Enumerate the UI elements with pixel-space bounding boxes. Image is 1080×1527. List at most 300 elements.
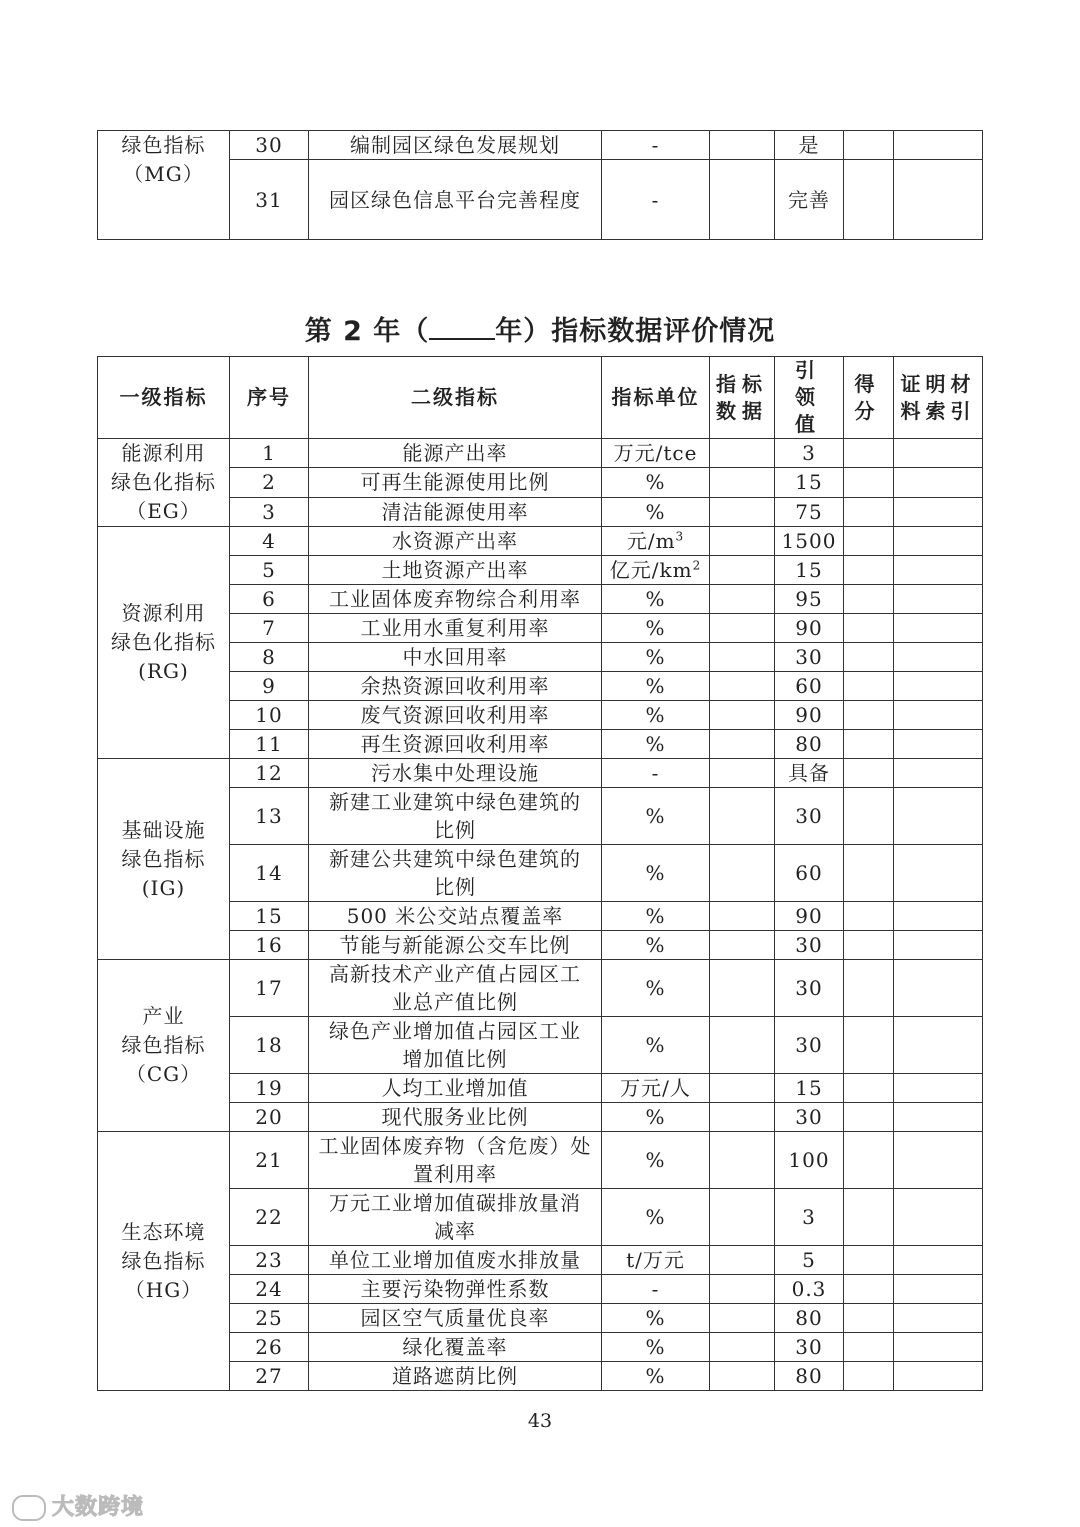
indicator-line: 高新技术产业产值占园区工 xyxy=(329,962,581,986)
row-no: 17 xyxy=(230,960,309,1017)
row-unit xyxy=(602,614,710,643)
table-row xyxy=(98,1103,983,1132)
row-unit xyxy=(602,1103,710,1132)
group-cell xyxy=(98,527,230,759)
row-target: 75 xyxy=(775,497,844,526)
row-evidence[interactable] xyxy=(894,1275,983,1304)
row-score[interactable] xyxy=(844,643,894,672)
row-unit: - xyxy=(602,160,710,240)
row-no: 5 xyxy=(230,556,309,585)
row-indicator: 工业固体废弃物综合利用率 xyxy=(309,585,602,614)
unit-text: % xyxy=(645,1306,666,1330)
unit-text: % xyxy=(645,933,666,957)
unit-text: % xyxy=(645,499,666,524)
row-data[interactable] xyxy=(710,160,775,240)
table-row xyxy=(98,527,983,556)
row-target: 90 xyxy=(775,701,844,730)
row-score[interactable] xyxy=(844,1132,894,1189)
row-target: 30 xyxy=(775,931,844,960)
row-indicator: 清洁能源使用率 xyxy=(309,497,602,526)
row-no: 24 xyxy=(230,1275,309,1304)
table-row xyxy=(98,759,983,788)
unit-superscript: 2 xyxy=(692,558,702,573)
row-evidence[interactable] xyxy=(894,1189,983,1246)
row-data[interactable] xyxy=(710,730,775,759)
row-indicator: 园区空气质量优良率 xyxy=(309,1304,602,1333)
row-indicator xyxy=(309,1017,602,1074)
row-target: 30 xyxy=(775,1017,844,1074)
row-score[interactable] xyxy=(844,960,894,1017)
row-data[interactable] xyxy=(710,1246,775,1275)
row-no: 26 xyxy=(230,1333,309,1362)
indicator-line: 比例 xyxy=(434,875,476,899)
row-score[interactable] xyxy=(844,672,894,701)
row-evidence[interactable] xyxy=(894,1246,983,1275)
indicator-line: 业总产值比例 xyxy=(392,990,518,1014)
unit-text: 万元/人 xyxy=(620,1076,691,1100)
unit-text: % xyxy=(645,616,666,640)
row-indicator: 主要污染物弹性系数 xyxy=(309,1275,602,1304)
table-row xyxy=(98,468,983,497)
row-no: 21 xyxy=(230,1132,309,1189)
row-target: 15 xyxy=(775,1074,844,1103)
table-row xyxy=(98,1333,983,1362)
row-no: 3 xyxy=(230,497,309,526)
row-no: 18 xyxy=(230,1017,309,1074)
row-target: 5 xyxy=(775,1246,844,1275)
table-row xyxy=(98,931,983,960)
row-target: 具备 xyxy=(775,759,844,788)
unit-text: % xyxy=(645,1205,666,1229)
row-target: 3 xyxy=(775,439,844,468)
row-no: 20 xyxy=(230,1103,309,1132)
page-number: 43 xyxy=(527,1410,553,1432)
row-score[interactable] xyxy=(844,1074,894,1103)
header-row xyxy=(98,357,983,439)
row-no: 19 xyxy=(230,1074,309,1103)
row-data[interactable] xyxy=(710,497,775,526)
row-no: 10 xyxy=(230,701,309,730)
row-no: 11 xyxy=(230,730,309,759)
row-data[interactable] xyxy=(710,439,775,468)
row-evidence[interactable] xyxy=(894,730,983,759)
row-score[interactable] xyxy=(844,439,894,468)
group-name1: 基础设施 xyxy=(121,817,206,842)
row-indicator: 余热资源回收利用率 xyxy=(309,672,602,701)
indicator-table xyxy=(97,356,983,1391)
group-name2: 绿色指标 xyxy=(121,1248,206,1273)
row-score[interactable] xyxy=(844,1333,894,1362)
row-no: 16 xyxy=(230,931,309,960)
unit-text: % xyxy=(645,703,666,727)
row-data[interactable] xyxy=(710,701,775,730)
row-target: 是 xyxy=(775,131,844,160)
indicator-line: 新建工业建筑中绿色建筑的 xyxy=(329,790,581,814)
row-target: 80 xyxy=(775,730,844,759)
header-target: 引领值 xyxy=(775,357,844,439)
row-target: 30 xyxy=(775,960,844,1017)
table-row xyxy=(98,643,983,672)
watermark-text: 大数跨境 xyxy=(52,1495,145,1520)
row-target: 1500 xyxy=(775,527,844,556)
row-target: 15 xyxy=(775,556,844,585)
table-row xyxy=(98,556,983,585)
row-score[interactable] xyxy=(844,1189,894,1246)
row-evidence[interactable] xyxy=(894,1132,983,1189)
row-evidence[interactable] xyxy=(894,585,983,614)
group-code: （HG） xyxy=(124,1277,203,1302)
row-data[interactable] xyxy=(710,931,775,960)
group-name2: 绿色指标 xyxy=(121,1033,206,1057)
row-data[interactable] xyxy=(710,759,775,788)
row-unit xyxy=(602,1304,710,1333)
row-no: 2 xyxy=(230,468,309,497)
row-evidence[interactable] xyxy=(894,759,983,788)
unit-text: % xyxy=(645,1364,666,1388)
table-row xyxy=(98,902,983,931)
group-code: （MG） xyxy=(123,162,204,186)
unit-text: - xyxy=(651,761,660,785)
row-score[interactable] xyxy=(844,497,894,526)
row-unit xyxy=(602,556,710,585)
row-no: 23 xyxy=(230,1246,309,1275)
row-score[interactable] xyxy=(844,1246,894,1275)
row-data[interactable] xyxy=(710,1275,775,1304)
row-score[interactable] xyxy=(844,845,894,902)
row-evidence[interactable] xyxy=(894,931,983,960)
group-cell xyxy=(98,759,230,960)
row-unit xyxy=(602,497,710,526)
row-unit xyxy=(602,730,710,759)
row-unit xyxy=(602,845,710,902)
row-evidence[interactable] xyxy=(894,131,983,160)
row-target: 3 xyxy=(775,1189,844,1246)
header-no: 序号 xyxy=(230,357,309,439)
row-score[interactable] xyxy=(844,614,894,643)
continuation-table xyxy=(97,130,983,240)
row-target: 100 xyxy=(775,1132,844,1189)
section-title xyxy=(0,309,1080,348)
row-data[interactable] xyxy=(710,527,775,556)
row-data[interactable] xyxy=(710,1304,775,1333)
row-unit xyxy=(602,701,710,730)
row-no: 27 xyxy=(230,1362,309,1391)
group-name1: 能源利用 xyxy=(121,441,206,465)
group-name2: 绿色指标 xyxy=(121,846,206,871)
table-row xyxy=(98,1275,983,1304)
row-indicator: 再生资源回收利用率 xyxy=(309,730,602,759)
row-indicator: 道路遮荫比例 xyxy=(309,1362,602,1391)
row-no: 30 xyxy=(230,131,309,160)
row-evidence[interactable] xyxy=(894,701,983,730)
row-score[interactable] xyxy=(844,585,894,614)
row-indicator: 现代服务业比例 xyxy=(309,1103,602,1132)
group-code: (RG) xyxy=(138,659,189,683)
unit-text: % xyxy=(645,976,666,1000)
row-unit xyxy=(602,1017,710,1074)
row-data[interactable] xyxy=(710,556,775,585)
unit-text: % xyxy=(645,470,666,495)
row-data[interactable] xyxy=(710,1103,775,1132)
table-row xyxy=(98,585,983,614)
row-evidence[interactable] xyxy=(894,614,983,643)
row-data[interactable] xyxy=(710,960,775,1017)
row-evidence[interactable] xyxy=(894,845,983,902)
row-no: 7 xyxy=(230,614,309,643)
row-evidence[interactable] xyxy=(894,1074,983,1103)
row-data[interactable] xyxy=(710,1074,775,1103)
row-indicator xyxy=(309,1189,602,1246)
group-name1: 资源利用 xyxy=(121,601,206,625)
row-score[interactable] xyxy=(844,1103,894,1132)
row-no: 6 xyxy=(230,585,309,614)
table-row xyxy=(98,1246,983,1275)
row-data[interactable] xyxy=(710,788,775,845)
header-evidence: 证明材料索引 xyxy=(894,357,983,439)
table-row xyxy=(98,439,983,468)
row-indicator: 单位工业增加值废水排放量 xyxy=(309,1246,602,1275)
row-evidence[interactable] xyxy=(894,1362,983,1391)
row-evidence[interactable] xyxy=(894,1103,983,1132)
row-indicator xyxy=(309,1132,602,1189)
row-indicator xyxy=(309,845,602,902)
row-data[interactable] xyxy=(710,643,775,672)
indicator-line: 绿色产业增加值占园区工业 xyxy=(329,1019,581,1043)
row-score[interactable] xyxy=(844,1017,894,1074)
row-indicator xyxy=(309,788,602,845)
row-score[interactable] xyxy=(844,902,894,931)
row-data[interactable] xyxy=(710,585,775,614)
header-level1: 一级指标 xyxy=(98,357,230,439)
header-unit: 指标单位 xyxy=(602,357,710,439)
row-indicator: 500 米公交站点覆盖率 xyxy=(309,902,602,931)
row-target: 30 xyxy=(775,1333,844,1362)
row-unit xyxy=(602,585,710,614)
row-indicator: 节能与新能源公交车比例 xyxy=(309,931,602,960)
row-indicator: 编制园区绿色发展规划 xyxy=(309,131,602,160)
indicator-line: 工业固体废弃物（含危废）处 xyxy=(318,1134,592,1158)
unit-text: 元/m xyxy=(626,529,676,553)
group-name1: 产业 xyxy=(142,1004,185,1028)
row-evidence[interactable] xyxy=(894,1333,983,1362)
row-no: 4 xyxy=(230,527,309,556)
row-score[interactable] xyxy=(844,160,894,240)
row-unit xyxy=(602,643,710,672)
unit-text: - xyxy=(651,1277,660,1301)
table-row xyxy=(98,1189,983,1246)
row-score[interactable] xyxy=(844,556,894,585)
table-row xyxy=(98,1304,983,1333)
row-evidence[interactable] xyxy=(894,497,983,526)
group-name2: 绿色化指标 xyxy=(111,630,216,654)
title-suffix: 年）指标数据评价情况 xyxy=(495,316,776,347)
row-target: 15 xyxy=(775,468,844,497)
group-name2: 绿色化指标 xyxy=(111,470,216,494)
table-row xyxy=(98,1132,983,1189)
row-no: 1 xyxy=(230,439,309,468)
row-indicator xyxy=(309,960,602,1017)
group-code: (IG) xyxy=(141,875,186,900)
row-target: 0.3 xyxy=(775,1275,844,1304)
table-row xyxy=(98,672,983,701)
row-no: 25 xyxy=(230,1304,309,1333)
row-data[interactable] xyxy=(710,1333,775,1362)
row-evidence[interactable] xyxy=(894,1017,983,1074)
row-no: 12 xyxy=(230,759,309,788)
row-evidence[interactable] xyxy=(894,527,983,556)
row-data[interactable] xyxy=(710,845,775,902)
row-no: 13 xyxy=(230,788,309,845)
row-unit xyxy=(602,527,710,556)
row-evidence[interactable] xyxy=(894,468,983,497)
group-cell xyxy=(98,960,230,1132)
unit-text: % xyxy=(645,904,666,928)
row-score[interactable] xyxy=(844,759,894,788)
group-name: 绿色指标 xyxy=(121,133,206,157)
row-score[interactable] xyxy=(844,1362,894,1391)
table-row xyxy=(98,614,983,643)
row-target: 80 xyxy=(775,1304,844,1333)
row-indicator: 人均工业增加值 xyxy=(309,1074,602,1103)
row-indicator: 土地资源产出率 xyxy=(309,556,602,585)
table-row xyxy=(98,960,983,1017)
row-data[interactable] xyxy=(710,131,775,160)
row-indicator: 水资源产出率 xyxy=(309,527,602,556)
unit-text: % xyxy=(645,1148,666,1172)
row-unit xyxy=(602,1333,710,1362)
row-score[interactable] xyxy=(844,1275,894,1304)
row-unit xyxy=(602,1362,710,1391)
unit-text: 万元/tce xyxy=(613,441,698,466)
row-score[interactable] xyxy=(844,931,894,960)
row-unit xyxy=(602,672,710,701)
row-unit xyxy=(602,1246,710,1275)
unit-text: % xyxy=(645,1335,666,1359)
row-evidence[interactable] xyxy=(894,643,983,672)
row-score[interactable] xyxy=(844,131,894,160)
group-cell-mg xyxy=(98,131,230,240)
row-data[interactable] xyxy=(710,1362,775,1391)
row-evidence[interactable] xyxy=(894,160,983,240)
watermark xyxy=(12,1490,144,1521)
row-unit xyxy=(602,1189,710,1246)
row-evidence[interactable] xyxy=(894,439,983,468)
row-unit xyxy=(602,1275,710,1304)
title-prefix: 第 2 年（ xyxy=(304,316,430,347)
row-data[interactable] xyxy=(710,614,775,643)
row-data[interactable] xyxy=(710,1017,775,1074)
row-indicator: 废气资源回收利用率 xyxy=(309,701,602,730)
row-unit xyxy=(602,439,710,468)
row-no: 9 xyxy=(230,672,309,701)
group-code: （EG） xyxy=(126,499,201,523)
row-score[interactable] xyxy=(844,788,894,845)
table-row xyxy=(98,730,983,759)
group-cell xyxy=(98,1132,230,1391)
row-score[interactable] xyxy=(844,1304,894,1333)
row-score[interactable] xyxy=(844,701,894,730)
row-unit xyxy=(602,1132,710,1189)
indicator-line: 万元工业增加值碳排放量消 xyxy=(329,1191,581,1215)
table-row xyxy=(98,845,983,902)
row-unit xyxy=(602,1074,710,1103)
unit-text: % xyxy=(645,861,666,885)
row-no: 14 xyxy=(230,845,309,902)
group-name1: 生态环境 xyxy=(121,1219,206,1244)
row-evidence[interactable] xyxy=(894,556,983,585)
row-evidence[interactable] xyxy=(894,672,983,701)
row-evidence[interactable] xyxy=(894,960,983,1017)
unit-text: % xyxy=(645,804,666,828)
row-indicator: 工业用水重复利用率 xyxy=(309,614,602,643)
row-data[interactable] xyxy=(710,1132,775,1189)
row-unit xyxy=(602,960,710,1017)
row-score[interactable] xyxy=(844,527,894,556)
row-target: 60 xyxy=(775,672,844,701)
row-target: 30 xyxy=(775,788,844,845)
row-no: 31 xyxy=(230,160,309,240)
row-indicator: 中水回用率 xyxy=(309,643,602,672)
row-evidence[interactable] xyxy=(894,902,983,931)
row-data[interactable] xyxy=(710,902,775,931)
row-no: 8 xyxy=(230,643,309,672)
header-level2: 二级指标 xyxy=(309,357,602,439)
row-indicator: 污水集中处理设施 xyxy=(309,759,602,788)
row-score[interactable] xyxy=(844,468,894,497)
row-unit xyxy=(602,788,710,845)
table-row xyxy=(98,497,983,526)
unit-text: % xyxy=(645,1033,666,1057)
row-data[interactable] xyxy=(710,1189,775,1246)
row-score[interactable] xyxy=(844,730,894,759)
row-target: 80 xyxy=(775,1362,844,1391)
indicator-line: 置利用率 xyxy=(413,1162,497,1186)
row-data[interactable] xyxy=(710,672,775,701)
row-data[interactable] xyxy=(710,468,775,497)
unit-text: % xyxy=(645,1105,666,1129)
row-target: 30 xyxy=(775,1103,844,1132)
year-blank[interactable] xyxy=(429,316,495,340)
row-unit: - xyxy=(602,131,710,160)
row-indicator: 能源产出率 xyxy=(309,439,602,468)
watermark-logo-icon xyxy=(12,1495,46,1521)
row-indicator: 可再生能源使用比例 xyxy=(309,468,602,497)
table-row xyxy=(98,788,983,845)
group-code: （CG） xyxy=(125,1062,202,1086)
header-score: 得分 xyxy=(844,357,894,439)
row-target: 完善 xyxy=(775,160,844,240)
indicator-line: 新建公共建筑中绿色建筑的 xyxy=(329,847,581,871)
table-row xyxy=(98,1362,983,1391)
row-target: 95 xyxy=(775,585,844,614)
row-indicator: 绿化覆盖率 xyxy=(309,1333,602,1362)
unit-text: 亿元/km xyxy=(609,558,693,582)
table-row xyxy=(98,1074,983,1103)
row-evidence[interactable] xyxy=(894,788,983,845)
row-no: 15 xyxy=(230,902,309,931)
unit-text: t/万元 xyxy=(626,1248,685,1272)
row-unit xyxy=(602,931,710,960)
unit-superscript: 3 xyxy=(675,529,685,544)
row-target: 60 xyxy=(775,845,844,902)
unit-text: % xyxy=(645,674,666,698)
unit-text: % xyxy=(645,732,666,756)
unit-text: % xyxy=(645,645,666,669)
row-target: 30 xyxy=(775,643,844,672)
row-unit xyxy=(602,468,710,497)
row-target: 90 xyxy=(775,614,844,643)
row-evidence[interactable] xyxy=(894,1304,983,1333)
